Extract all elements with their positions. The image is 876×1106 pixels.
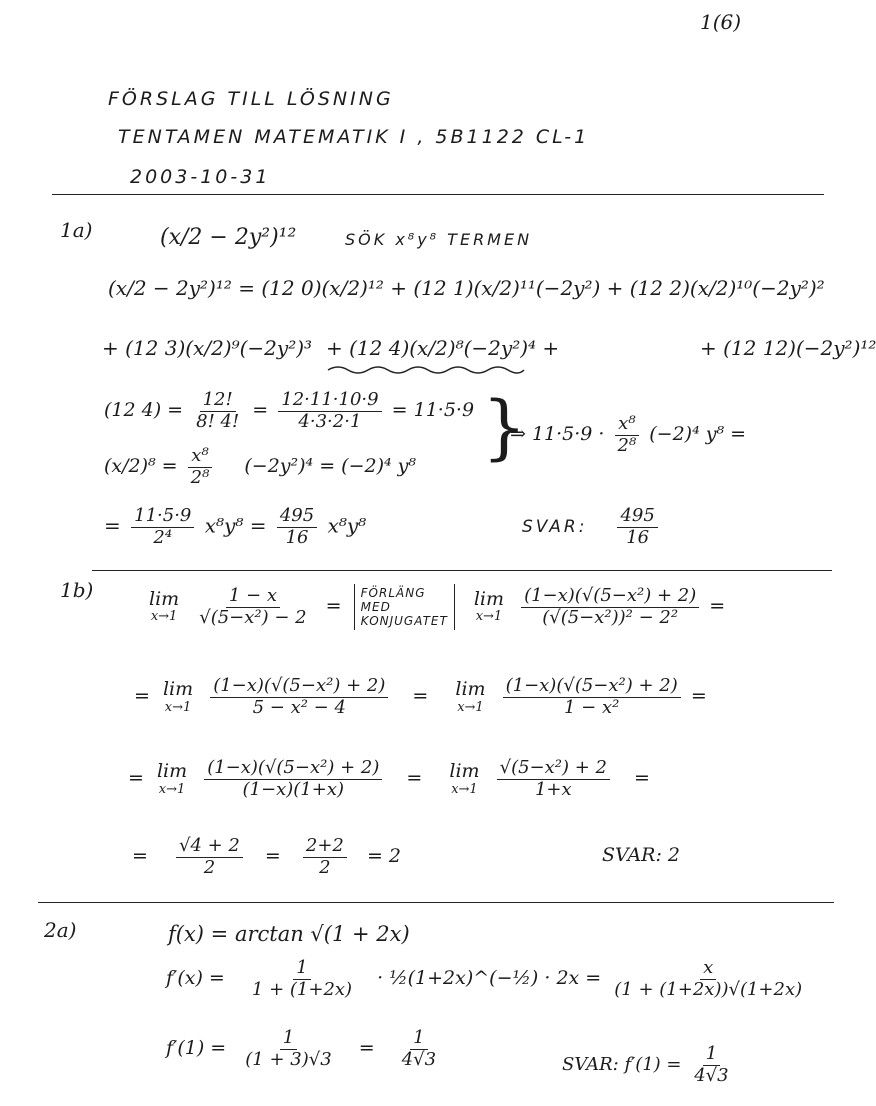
header-course: TENTAMEN MATEMATIK I , 5B1122 CL-1 <box>118 126 590 148</box>
power-row <box>104 446 416 488</box>
derivative-fraction-2: $\frac{x}{(1 + (1+2x))√(1+2x)}$ <box>614 957 803 1000</box>
power-fraction: $\frac{\text{x⁸}}{\text{2⁸}}$ <box>188 446 213 488</box>
power-rhs: (−2y²)⁴ = (−2)⁴ y⁸ <box>244 455 417 478</box>
lim-operator-4: lim x→1 <box>455 677 486 715</box>
problem-label-2a: 2a) <box>44 918 77 942</box>
expansion-line-2a: + (12 3)(x/2)⁹(−2y²)³ <box>102 336 313 360</box>
header-title: FÖRSLAG TILL LÖSNING <box>108 88 394 110</box>
expansion-line-1: (x/2 − 2y²)¹² = (12 0)(x/2)¹² + (12 1)(x/2)¹¹(−2y²) + (12 2)(x/2)¹⁰(−2y²)² <box>108 276 825 300</box>
right-brace: } <box>482 386 527 468</box>
binomial-rhs: = 11·5·9 <box>391 399 475 422</box>
derivative-at-one-fraction-1: $\frac{1}{(1 + 3)√3}$ <box>245 1027 332 1070</box>
expansion-line-2c: + (12 12)(−2y²)¹² <box>700 336 876 360</box>
problem-label-1a: 1a) <box>60 218 93 242</box>
limit-fraction-4: $\frac{\text{(1−x)(√(5−x²) + 2)}}{\text{1 − x²}}$ <box>503 676 681 718</box>
derivative-at-one-fraction-2: $\frac{1}{4√3}$ <box>401 1027 437 1070</box>
limit-fraction-3: $\frac{\text{(1−x)(√(5−x²) + 2)}}{\text{5 − x² − 4}}$ <box>210 676 388 718</box>
binomial-row <box>104 390 474 432</box>
binomial-eq: = <box>252 399 269 422</box>
lim-operator-1: lim x→1 <box>149 587 180 625</box>
limit-row-2: = lim x→1 $\frac{\text{(1−x)(√(5−x²) + 2)}}{\text{5 − x² − 4}}$ = lim x→1 $\frac{\text{(1−x)(√(5−x²) + 2)}}{\text{1 − x²}}$ = <box>134 675 707 718</box>
final-fraction-2: $\frac{495}{16}$ <box>277 506 317 548</box>
binomial-factorial-fraction: $\frac{12!}{8! 4!}$ <box>196 389 240 432</box>
binomial-lhs: (12 4) = <box>104 399 184 422</box>
implies-row: ⇒ 11·5·9 · $\frac{\text{x⁸}}{\text{2⁸}}$ (−2)⁴ y⁸ = <box>510 413 747 456</box>
page-number: 1(6) <box>700 10 742 34</box>
expansion-line-2b: + (12 4)(x/2)⁸(−2y²)⁴ + <box>326 336 560 360</box>
problem-1a-expression: (x/2 − 2y²)¹² <box>160 225 297 250</box>
derivative-fraction-1: $\frac{1}{1 + (1+2x)}$ <box>251 957 353 1000</box>
answer-1b: SVAR: 2 <box>602 844 681 866</box>
limit-fraction-1: $\frac{1 - x}{\text{√(5−x²) − 2}}$ <box>199 584 307 628</box>
limit-fraction-6: $\frac{\text{√(5−x²) + 2}}{1+x}$ <box>497 758 610 800</box>
lim-operator-5: lim x→1 <box>156 759 188 797</box>
divider-top <box>52 194 824 195</box>
answer-1a-fraction: $\frac{495}{16}$ <box>617 506 657 548</box>
answer-2a: SVAR: f′(1) = $\frac{1}{4√3}$ <box>562 1044 736 1086</box>
limit-fraction-5: $\frac{\text{(1−x)(√(5−x²) + 2)}}{(1-x)(1+x)}$ <box>204 758 382 800</box>
final-row-1a: = $\frac{11\cdot 5\cdot 9}{\text{2⁴}}$ x⁸y⁸ = $\frac{495}{16}$ x⁸y⁸ <box>104 505 367 548</box>
limit-row-1: lim x→1 $\frac{1 - x}{\text{√(5−x²) − 2}}$ = FÖRLÄNG MED KONJUGATET lim x→1 $\frac{\text{(1−x)(√(5−x²) + 2)}}{\text{(√(5−x²))² − 2²}}$ = <box>142 584 725 630</box>
lim-operator-3: lim x→1 <box>162 677 194 715</box>
problem-1a-task: SÖK x⁸y⁸ TERMEN <box>345 230 533 249</box>
derivative-row: f′(x) = $\frac{1}{1 + (1+2x)}$ · ½(1+2x)^(−½) · 2x = $\frac{x}{(1 + (1+2x))√(1+2x)}$ <box>166 958 809 1000</box>
lim-operator-2: lim x→1 <box>473 587 505 625</box>
lim-operator-6: lim x→1 <box>449 759 480 797</box>
header-date: 2003-10-31 <box>130 166 271 188</box>
limit-row-4: = $\frac{√4 + 2}{2}$ = $\frac{2+2}{2}$ = 2 <box>132 835 401 878</box>
answer-2a-fraction: $\frac{1}{4√3}$ <box>694 1043 729 1086</box>
function-definition: f(x) = arctan √(1 + 2x) <box>168 922 410 946</box>
limit-row-3: = lim x→1 $\frac{\text{(1−x)(√(5−x²) + 2)}}{(1-x)(1+x)}$ = lim x→1 $\frac{\text{√(5−x²) + 2}}{1+x}$ = <box>128 757 650 800</box>
divider-1a-1b <box>92 570 832 571</box>
power-lhs: (x/2)⁸ = <box>104 455 178 478</box>
limit-fraction-7: $\frac{√4 + 2}{2}$ <box>176 836 243 878</box>
problem-label-1b: 1b) <box>60 578 94 602</box>
underline-wavy <box>326 364 526 378</box>
implies-fraction: $\frac{\text{x⁸}}{\text{2⁸}}$ <box>615 414 640 456</box>
answer-1a: SVAR: $\frac{495}{16}$ <box>522 506 662 548</box>
limit-fraction-8: $\frac{2+2}{2}$ <box>303 836 347 878</box>
binomial-product-fraction: $\frac{12\cdot 11\cdot 10\cdot 9}{4\cdot 3\cdot 2\cdot 1}$ <box>278 390 381 432</box>
final-fraction-1: $\frac{11\cdot 5\cdot 9}{\text{2⁴}}$ <box>131 506 194 548</box>
derivative-at-one-row: f′(1) = $\frac{1}{(1 + 3)√3}$ = $\frac{1}{4√3}$ <box>166 1028 443 1070</box>
conjugate-note: FÖRLÄNG MED KONJUGATET <box>354 584 455 630</box>
divider-1b-2a <box>38 902 834 903</box>
limit-fraction-2: $\frac{\text{(1−x)(√(5−x²) + 2)}}{\text{(√(5−x²))² − 2²}}$ <box>521 586 699 628</box>
